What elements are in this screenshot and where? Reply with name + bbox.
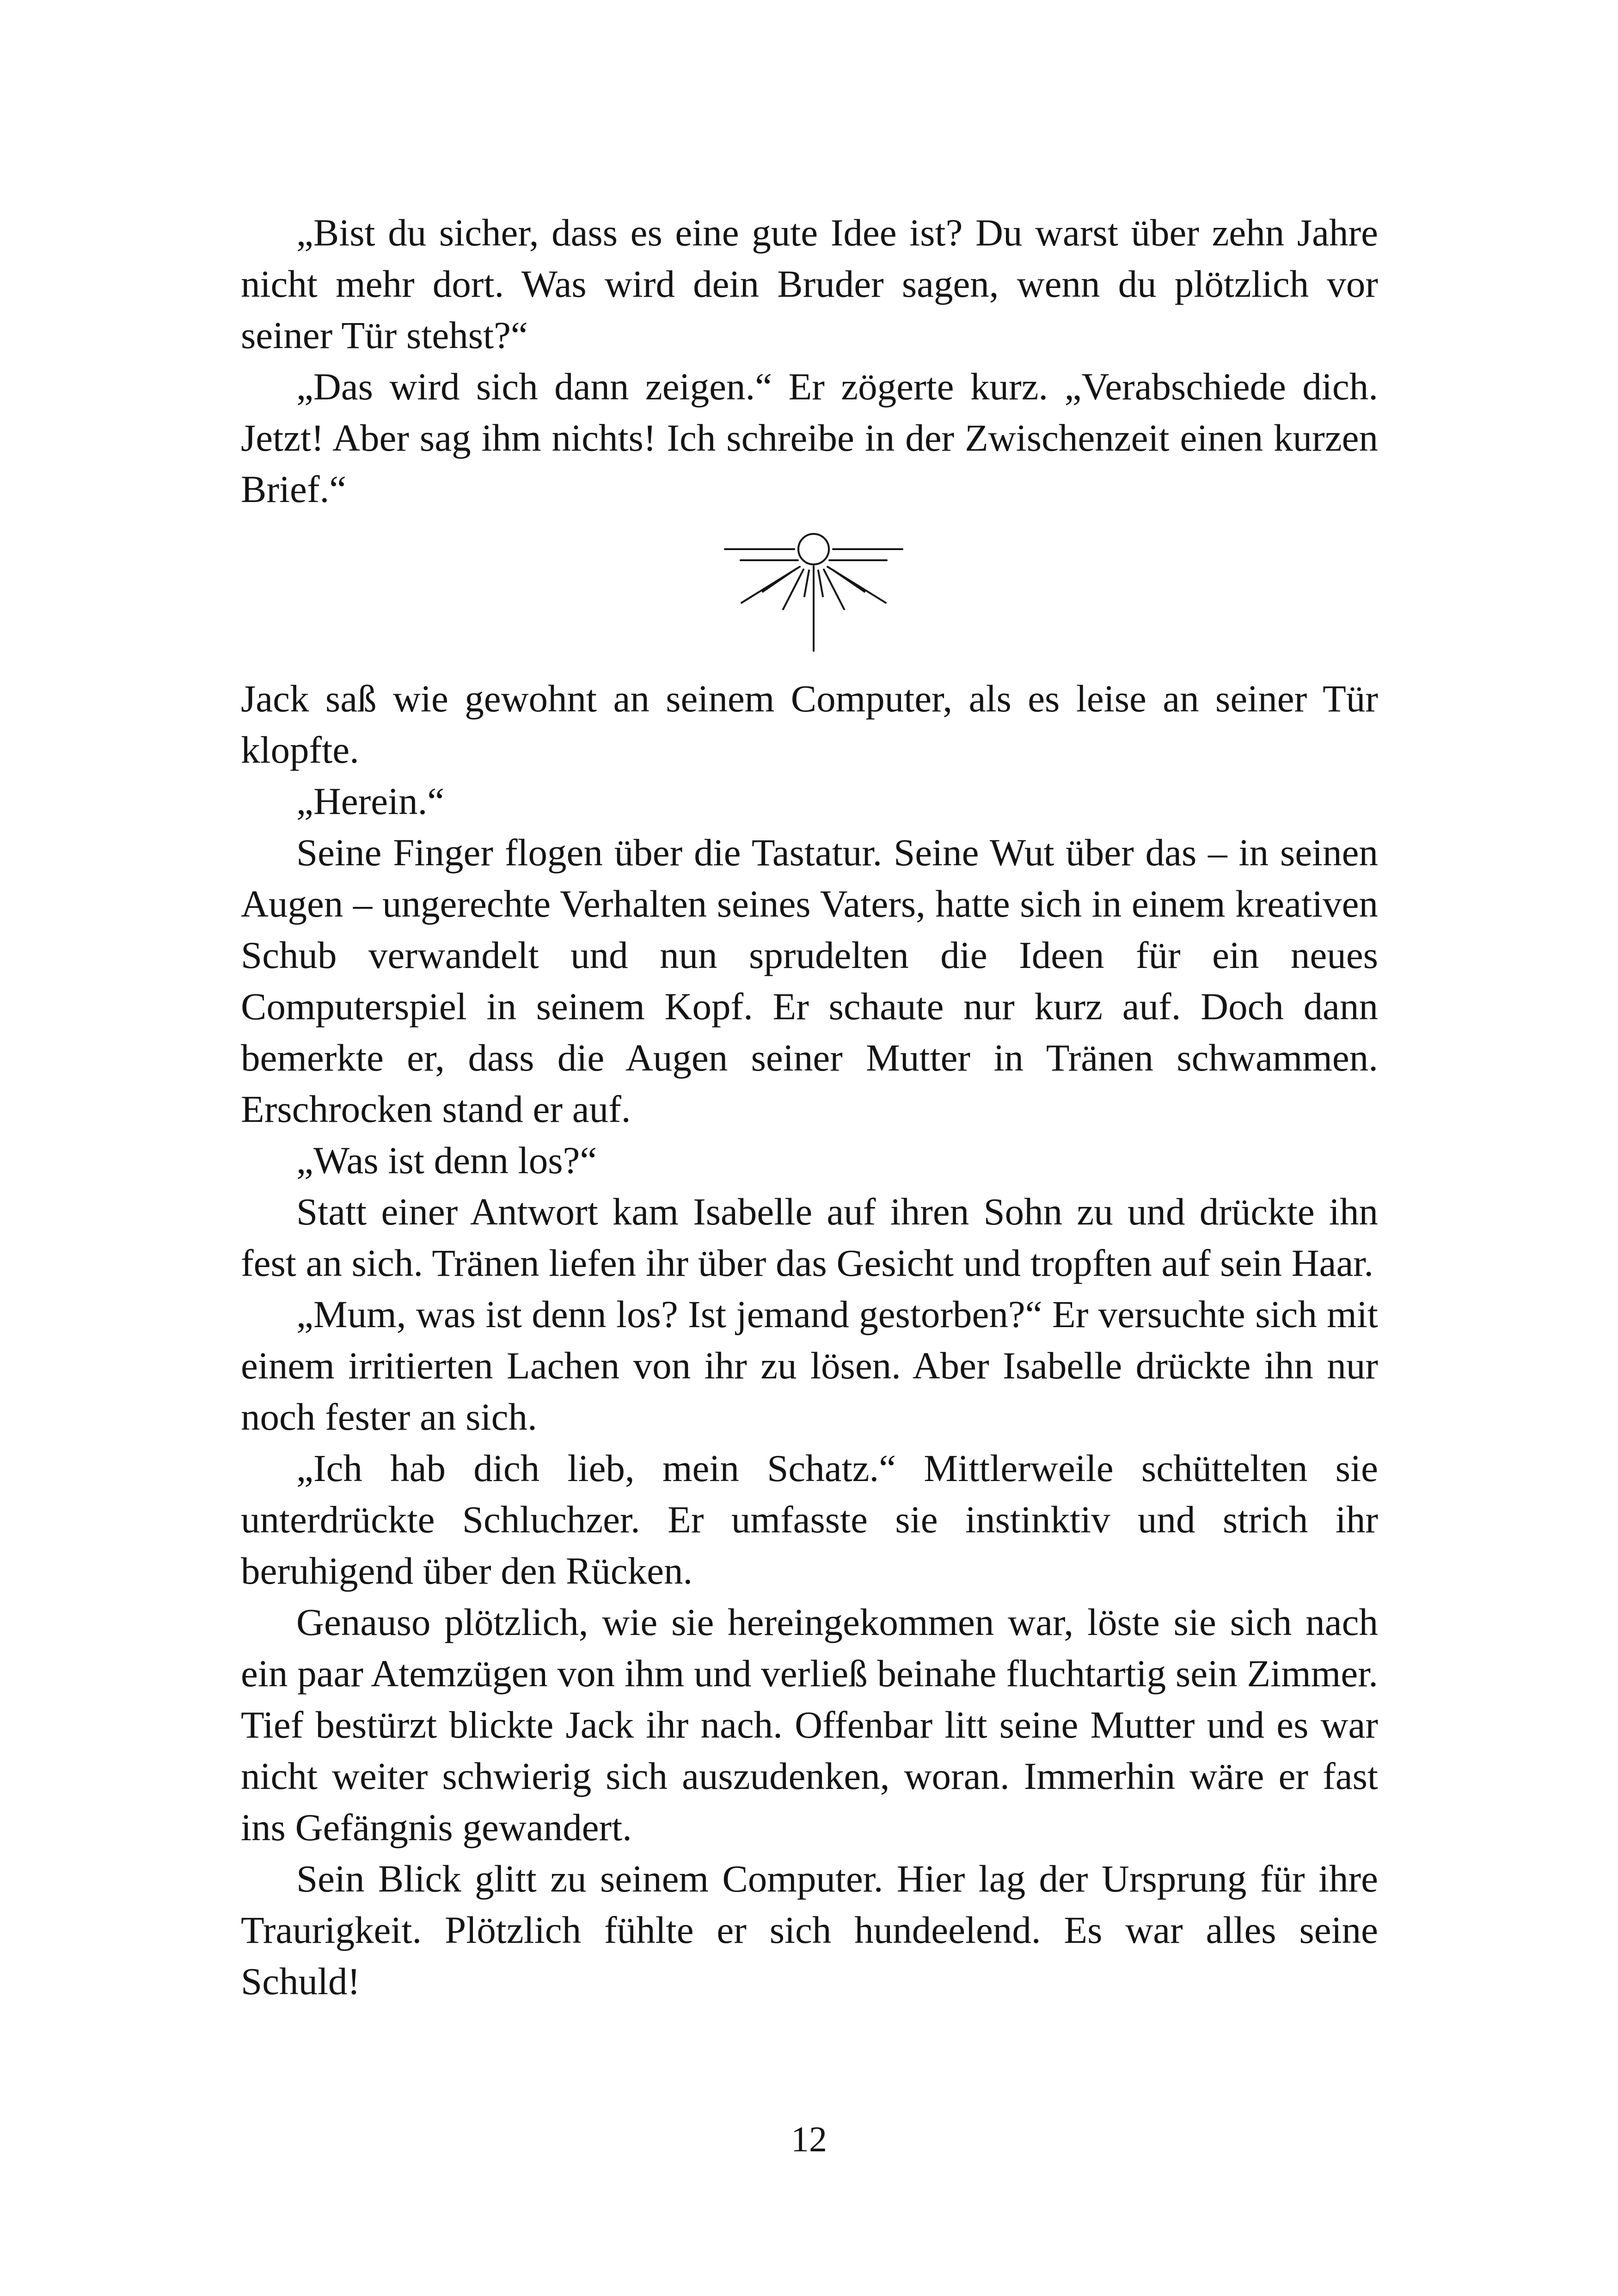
page-number: 12 xyxy=(791,2119,827,2159)
paragraph: Sein Blick glitt zu seinem Computer. Hier lag der Ursprung für ihre Traurigkeit. Plötzlich fühlte er sich hundeelend. Es war alles seine Schuld! xyxy=(241,1857,1378,2002)
paragraph: „Mum, was ist denn los? Ist jemand gestorben?“ Er versuchte sich mit einem irritierten Lachen von ihr zu lösen. Aber Isabelle drückte ihn nur noch fester an sich. xyxy=(241,1293,1378,1438)
paragraph: „Ich hab dich lieb, mein Schatz.“ Mittlerweile schüttelten sie unterdrückte Schluchzer. Er umfasste sie instinktiv und strich ihr beruhigend über den Rücken. xyxy=(241,1447,1378,1592)
text-section-after-break xyxy=(241,673,1378,2007)
text-section-before-break xyxy=(241,207,1378,515)
paragraph: Statt einer Antwort kam Isabelle auf ihren Sohn zu und drückte ihn fest an sich. Tränen liefen ihr über das Gesicht und tropften auf sein Haar. xyxy=(241,1190,1378,1284)
paragraph: „Herein.“ xyxy=(296,780,445,822)
paragraph: Seine Finger flogen über die Tastatur. Seine Wut über das – in seinen Augen – ungerechte Verhalten seines Vaters, hatte sich in einem kreativen Schub verwandelt und nun sprudelten die Ideen für ein neues Computerspiel in seinem Kopf. Er schaute nur kurz auf. Doch dann bemerkte er, dass die Augen seiner Mutter in Tränen schwammen. Erschrocken stand er auf. xyxy=(241,831,1378,1130)
paragraph: „Das wird sich dann zeigen.“ Er zögerte kurz. „Verabschiede dich. Jetzt! Aber sag ihm nichts! Ich schreibe in der Zwischenzeit einen kurzen Brief.“ xyxy=(241,365,1378,510)
paragraph: Jack saß wie gewohnt an seinem Computer, als es leise an seiner Tür klopfte. xyxy=(241,677,1378,771)
paragraph: Genauso plötzlich, wie sie hereingekommen war, löste sie sich nach ein paar Atemzügen von ihm und verließ beinahe fluchtartig sein Zimmer. Tief bestürzt blickte Jack ihr nach. Offenbar litt seine Mutter und es war nicht weiter schwierig sich auszudenken, woran. Immerhin wäre er fast ins Gefängnis gewandert. xyxy=(241,1601,1378,1849)
paragraph: „Bist du sicher, dass es eine gute Idee ist? Du warst über zehn Jahre nicht mehr dort. Was wird dein Bruder sagen, wenn du plötzlich vor seiner Tür stehst?“ xyxy=(241,211,1378,356)
paragraph: „Was ist denn los?“ xyxy=(296,1139,597,1182)
sun-rays-ornament-icon xyxy=(712,532,915,656)
